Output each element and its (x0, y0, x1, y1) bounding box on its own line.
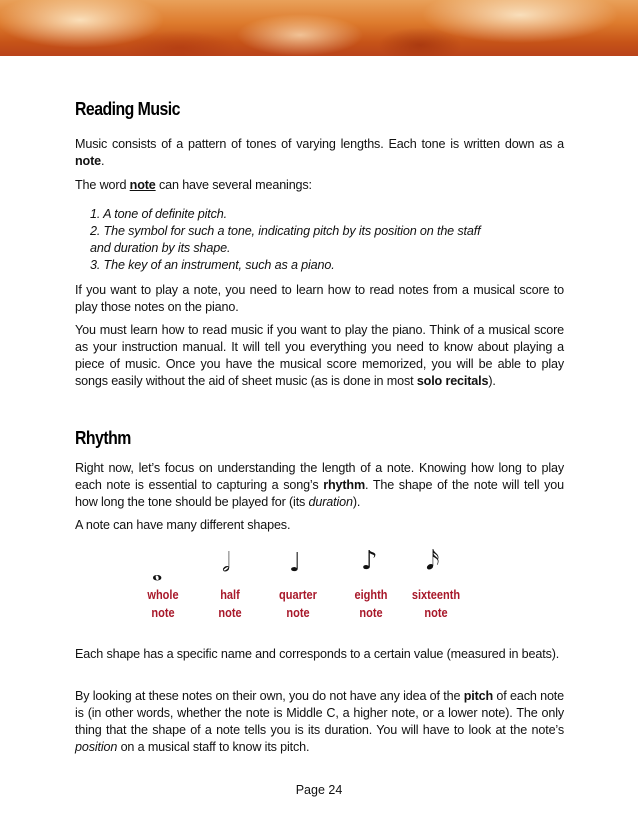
list-item: 3. The key of an instrument, such as a piano. (90, 258, 335, 272)
sixteenth-note-icon: 𝅘𝅥𝅯 (426, 546, 440, 576)
note-meanings-list (90, 206, 480, 274)
list-item: 1. A tone of definite pitch. (90, 207, 227, 221)
paragraph-each-shape: Each shape has a specific name and corresponds to a certain value (measured in beats). (75, 647, 560, 661)
paragraph-play-note: If you want to play a note, you need to learn how to read notes from a musical score to play those notes on the piano. (75, 283, 564, 314)
half-note-icon: 𝅗𝅥 (222, 548, 231, 578)
eighth-note-label: eighth note (354, 588, 388, 620)
page-number: Page 24 (295, 783, 343, 797)
half-note-label: half note (218, 588, 242, 620)
quarter-note-label: quarter note (279, 588, 317, 620)
list-item: and duration by its shape. (90, 241, 231, 255)
paragraph-note-shapes: A note can have many different shapes. (75, 518, 291, 532)
paragraph-note-length: Right now, let’s focus on understanding the length of a note. Knowing how long to play each note is essential to capturing a song’s rhythm. The shape of the note will tell you how long the tone should be played for (its duration). (75, 461, 565, 509)
whole-note-icon: 𝅝 (152, 557, 163, 587)
quarter-note-icon: ♩ (289, 548, 302, 578)
heading-reading-music: Reading Music (75, 99, 180, 119)
paragraph-pitch: By looking at these notes on their own, you do not have any idea of the pitch of each note is (in other words, whether the note is Middle C, a higher note, or a lower note). The only thing that the shape of a note tells you is its duration. You will have to look at the note’s position on a musical staff to know its pitch. (75, 689, 564, 754)
eighth-note-icon: ♪ (361, 546, 378, 576)
sixteenth-note-label: sixteenth note (411, 588, 461, 620)
whole-note-label: whole note (147, 588, 179, 620)
header-banner (0, 0, 638, 56)
paragraph-read-music: You must learn how to read music if you want to play the piano. Think of a musical score as your instruction manual. It will tell you everything you need to know about playing a piece of music. Once you have the musical score memorized, you will be able to play songs easily without the aid of sheet music (as is done in most solo recitals). (75, 323, 564, 388)
list-item: 2. The symbol for such a tone, indicating pitch by its position on the staff (90, 224, 481, 238)
paragraph-music-consists: Music consists of a pattern of tones of varying lengths. Each tone is written down as a note. (75, 137, 564, 168)
paragraph-word-note: The word note can have several meanings: (75, 178, 312, 192)
heading-rhythm: Rhythm (75, 428, 131, 448)
